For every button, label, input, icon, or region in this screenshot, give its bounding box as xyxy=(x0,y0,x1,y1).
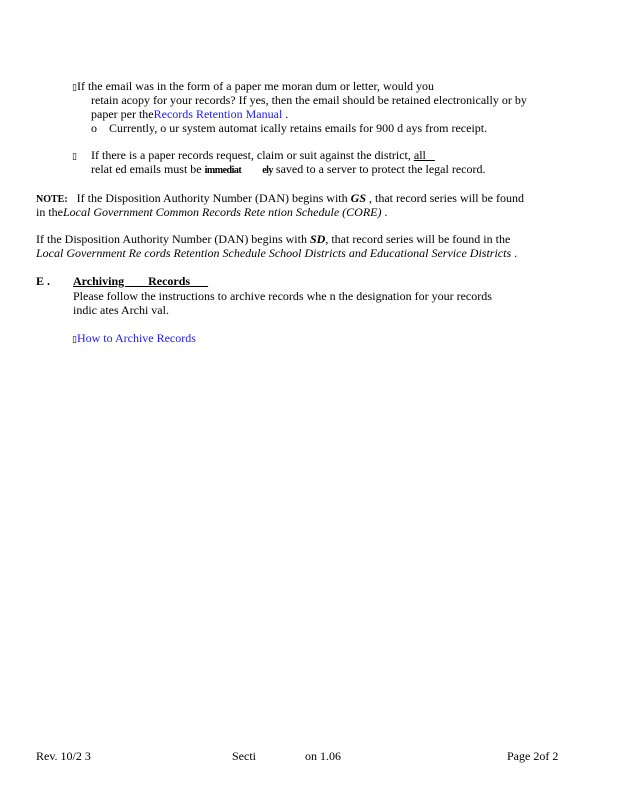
note-text-1: If the Disposition Authority Number (DAN) begins with xyxy=(76,191,351,205)
footer-section-b: on 1.06 xyxy=(305,749,341,763)
para2-line-2 xyxy=(36,246,517,260)
bullet-2-line-1 xyxy=(91,148,435,162)
bullet-2-line-2 xyxy=(91,162,485,178)
bullet-2-immediately-b: ely xyxy=(262,165,273,176)
note-label: NOTE: xyxy=(36,194,68,205)
bullet-1-text-1: If the email was in the form of a paper me moran dum or letter, would you xyxy=(76,79,435,93)
section-e-line-2: indic ates Archi val. xyxy=(73,303,169,317)
para2-text-2-suffix: . xyxy=(511,246,518,260)
note-line-2 xyxy=(36,205,387,219)
bullet-icon: ▯ xyxy=(72,83,77,93)
bullet-icon: ▯ xyxy=(72,335,77,345)
records-retention-manual-link[interactable]: Records Retention Manual xyxy=(153,107,283,121)
footer-section-a: Secti xyxy=(232,749,256,763)
note-code-gs: GS xyxy=(350,191,366,205)
section-letter: E . xyxy=(36,274,51,288)
bullet-2-text-1: If there is a paper records request, claim or suit against the district, xyxy=(91,148,414,162)
para2-code-sd: SD xyxy=(309,232,326,246)
bullet-1-text-3-suffix: . xyxy=(282,107,289,121)
bullet-icon: ▯ xyxy=(72,152,77,162)
footer-page-number: Page 2of 2 xyxy=(507,749,559,763)
bullet-2-immediately-a: immediat xyxy=(204,165,242,176)
para2-line-1 xyxy=(36,232,510,246)
note-text-2-suffix: . xyxy=(381,205,388,219)
note-text-2-prefix: in the xyxy=(36,205,63,219)
note-core-schedule: Local Government Common Records Rete ntion Schedule (CORE) xyxy=(63,205,382,219)
para2-school-schedule: Local Government Re cords Retention Schedule School Districts and Educational Service Districts xyxy=(36,246,512,260)
bullet-1-line-3 xyxy=(91,107,288,121)
bullet-1-text-3-prefix: paper per the xyxy=(91,107,154,121)
para2-text-1-suffix: , that record series will be found in the xyxy=(325,232,511,246)
section-e-line-1: Please follow the instructions to archive records whe n the designation for your records xyxy=(73,289,492,303)
sub-bullet-marker: o xyxy=(91,121,97,135)
bullet-2-all-underlined: all xyxy=(413,148,426,162)
bullet-2-text-2: relat ed emails must be xyxy=(91,162,205,176)
bullet-2-text-2-suffix: saved to a server to protect the legal record. xyxy=(272,162,486,176)
sub-bullet-text: Currently, o ur system automat ically retains emails for 900 d ays from receipt. xyxy=(109,121,488,135)
para2-text-1: If the Disposition Authority Number (DAN) begins with xyxy=(36,232,310,246)
section-heading: Archiving Records xyxy=(73,274,209,288)
bullet-1-line-2: retain acopy for your records? If yes, then the email should be retained electronically or by xyxy=(91,93,527,107)
how-to-archive-records-link[interactable]: How to Archive Records xyxy=(76,331,196,345)
note-text-1-suffix: , that record series will be found xyxy=(366,191,524,205)
archive-link-line[interactable] xyxy=(72,331,196,347)
footer-revision: Rev. 10/2 3 xyxy=(36,749,91,763)
